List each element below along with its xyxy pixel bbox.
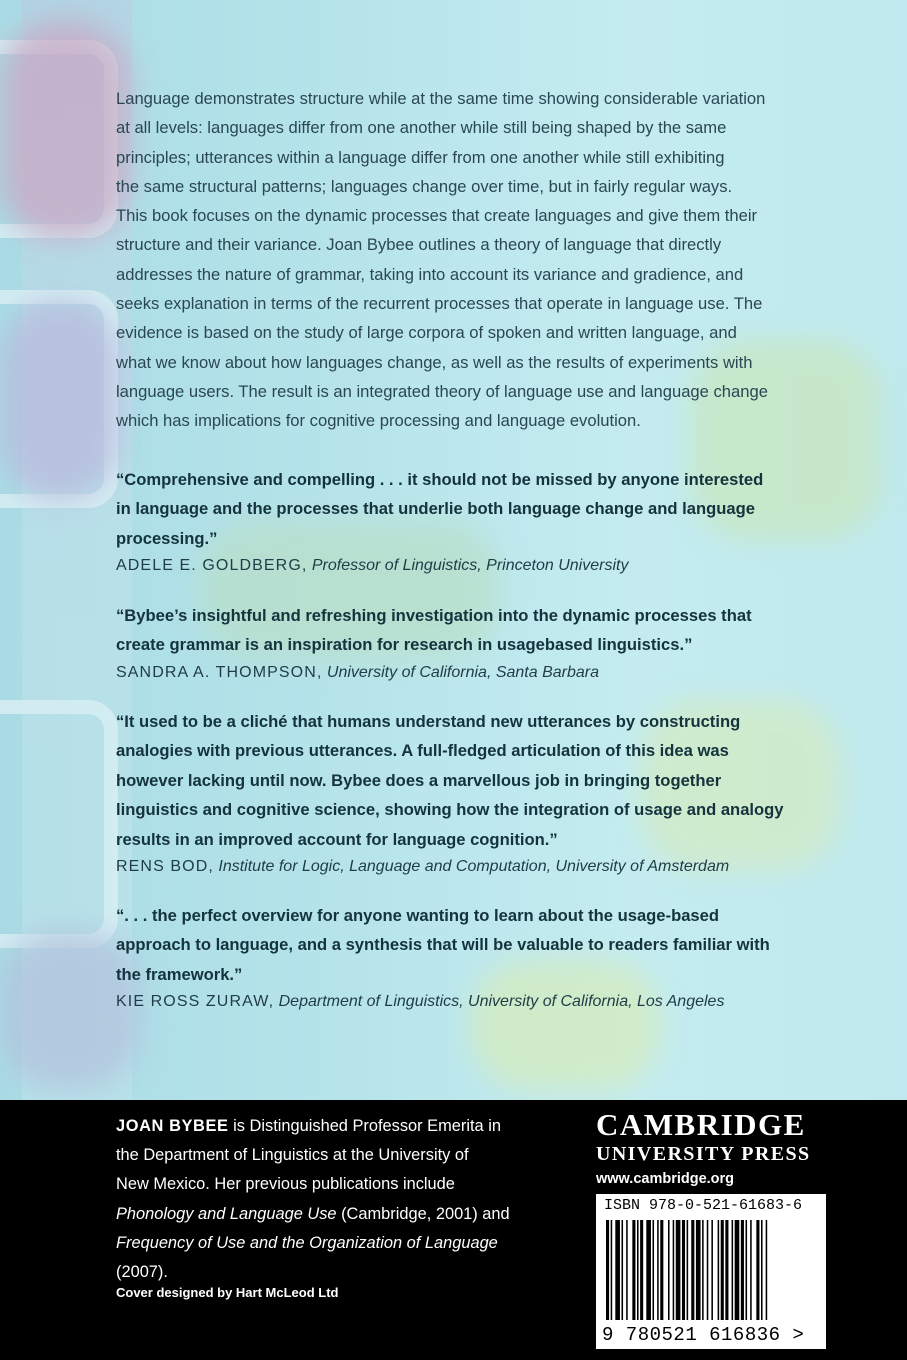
decorative-blob — [0, 20, 130, 240]
quote-line: analogies with previous utterances. A full-fledged articulation of this idea was — [116, 741, 729, 761]
reviewer-name: KIE ROSS ZURAW, — [116, 993, 275, 1011]
quote-line: results in an improved account for language cognition.” — [116, 829, 558, 849]
barcode-bar — [725, 1220, 728, 1320]
reviewer-affiliation: Institute for Logic, Language and Computation, University of Amsterdam — [218, 858, 730, 876]
barcode-bar — [696, 1220, 701, 1320]
barcode-digits: 9 780521 616836 > — [602, 1324, 805, 1346]
author-name: JOAN BYBEE — [116, 1117, 229, 1135]
quote-line: however lacking until now. Bybee does a marvellous job in bringing together — [116, 770, 722, 790]
decorative-ring — [0, 700, 118, 948]
publisher-logo — [596, 1108, 826, 1190]
review-quote-bod — [116, 707, 806, 880]
barcode-bars — [606, 1220, 816, 1324]
barcode-bar — [766, 1220, 768, 1320]
footer-band — [0, 1100, 907, 1360]
reviewer-affiliation: University of California, Santa Barbara — [326, 663, 600, 681]
barcode-bar — [682, 1220, 685, 1320]
bio-text: (2007). — [116, 1263, 168, 1282]
author-bio — [116, 1112, 546, 1287]
barcode-bar — [668, 1220, 670, 1320]
cover-credit: Cover designed by Hart McLeod Ltd — [116, 1285, 339, 1300]
barcode-bar — [632, 1220, 635, 1320]
barcode-bar — [646, 1220, 651, 1320]
description-line: This book focuses on the dynamic processes that create languages and give them their — [116, 206, 758, 226]
publisher-name: CAMBRIDGE — [596, 1107, 806, 1142]
quote-line: “Comprehensive and compelling . . . it should not be missed by anyone interested — [116, 470, 764, 489]
barcode-bar — [606, 1220, 609, 1320]
barcode — [596, 1194, 826, 1349]
barcode-bar — [702, 1220, 704, 1320]
quote-line: in language and the processes that underlie both language change and language — [116, 499, 755, 519]
decorative-blob — [0, 300, 120, 500]
barcode-bar — [637, 1220, 639, 1320]
barcode-bar — [626, 1220, 628, 1320]
barcode-bar — [676, 1220, 681, 1320]
description-line: at all levels: languages differ from one another while still being shaped by the same — [116, 118, 727, 138]
description-line: seeks explanation in terms of the recurrent processes that operate in language use. The — [116, 294, 763, 314]
review-quote-zuraw — [116, 901, 806, 1015]
barcode-bar — [711, 1220, 713, 1320]
description-text — [116, 84, 806, 436]
reviewer-name: SANDRA A. THOMPSON, — [116, 663, 323, 681]
quote-line: processing.” — [116, 528, 218, 548]
barcode-bar — [735, 1220, 740, 1320]
quote-attribution — [116, 854, 806, 880]
isbn-label: ISBN 978-0-521-61683-6 — [604, 1197, 803, 1214]
barcode-bar — [718, 1220, 720, 1320]
barcode-bar — [653, 1220, 655, 1320]
book-title: Frequency of Use and the Organization of Language — [116, 1233, 498, 1252]
reviewer-affiliation: Department of Linguistics, University of California, Los Angeles — [278, 993, 725, 1011]
description-line: which has implications for cognitive processing and language evolution. — [116, 411, 641, 431]
quote-attribution — [116, 989, 806, 1015]
barcode-bar — [660, 1220, 663, 1320]
description-line: Language demonstrates structure while at the same time showing considerable variation — [116, 89, 766, 108]
barcode-bar — [691, 1220, 694, 1320]
barcode-bar — [687, 1220, 689, 1320]
quote-line: “It used to be a cliché that humans understand new utterances by constructing — [116, 712, 741, 731]
barcode-bar — [756, 1220, 759, 1320]
description-line: the same structural patterns; languages change over time, but in fairly regular ways. — [116, 176, 733, 196]
barcode-bar — [622, 1220, 624, 1320]
description-line: principles; utterances within a language differ from one another while still exhibiting — [116, 147, 725, 167]
review-quote-goldberg — [116, 465, 806, 579]
barcode-bar — [707, 1220, 709, 1320]
description-line: what we know about how languages change, as well as the results of experiments with — [116, 352, 753, 372]
description-line: language users. The result is an integrated theory of language use and language change — [116, 381, 768, 401]
bio-text: the Department of Linguistics at the University of — [116, 1146, 469, 1165]
barcode-bar — [746, 1220, 748, 1320]
bio-text: New Mexico. Her previous publications include — [116, 1175, 455, 1194]
quote-line: linguistics and cognitive science, showing how the integration of usage and analogy — [116, 800, 784, 820]
review-quote-thompson — [116, 601, 806, 686]
barcode-bar — [750, 1220, 752, 1320]
description-line: structure and their variance. Joan Bybee outlines a theory of language that directly — [116, 235, 722, 255]
reviewer-affiliation: Professor of Linguistics, Princeton University — [311, 557, 629, 575]
description-line: evidence is based on the study of large corpora of spoken and written language, and — [116, 323, 737, 343]
bio-text: (Cambridge, 2001) and — [336, 1204, 510, 1223]
quote-line: the framework.” — [116, 964, 243, 984]
description-line: addresses the nature of grammar, taking into account its variance and gradience, and — [116, 264, 744, 284]
quote-line: “Bybee’s insightful and refreshing investigation into the dynamic processes that — [116, 606, 752, 625]
quote-line: approach to language, and a synthesis that will be valuable to readers familiar with — [116, 935, 770, 955]
publisher-url: www.cambridge.org — [596, 1171, 735, 1187]
barcode-bar — [741, 1220, 744, 1320]
book-title: Phonology and Language Use — [116, 1204, 337, 1223]
reviewer-name: ADELE E. GOLDBERG, — [116, 557, 308, 575]
quote-line: “. . . the perfect overview for anyone wanting to learn about the usage-based — [116, 906, 720, 925]
barcode-bar — [657, 1220, 659, 1320]
barcode-bar — [673, 1220, 675, 1320]
barcode-bar — [761, 1220, 763, 1320]
barcode-bar — [732, 1220, 734, 1320]
quote-attribution — [116, 660, 806, 686]
publisher-subname: UNIVERSITY PRESS — [596, 1143, 811, 1165]
quote-line: create grammar is an inspiration for research in usagebased linguistics.” — [116, 635, 693, 655]
bio-text: is Distinguished Professor Emerita in — [228, 1117, 501, 1135]
barcode-bar — [640, 1220, 643, 1320]
quote-attribution — [116, 553, 806, 579]
barcode-bar — [721, 1220, 724, 1320]
barcode-bar — [611, 1220, 613, 1320]
barcode-bar — [615, 1220, 620, 1320]
reviewer-name: RENS BOD, — [116, 858, 214, 876]
